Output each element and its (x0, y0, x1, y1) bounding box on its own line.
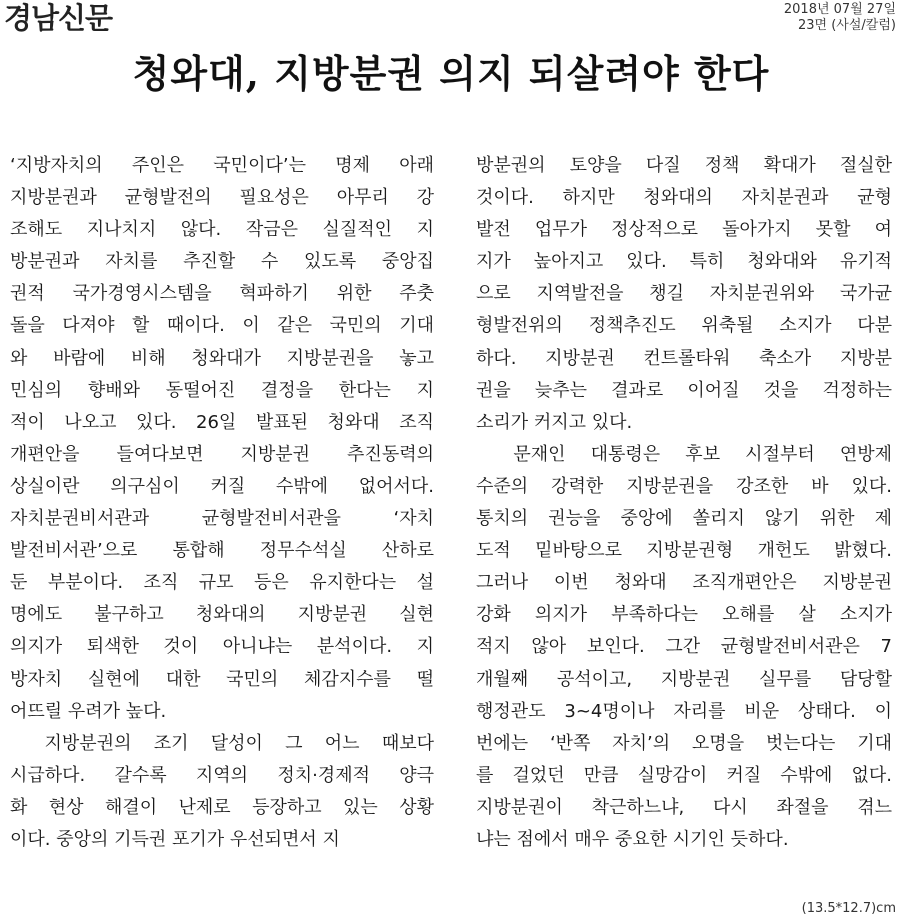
article-text-line: 냐는 점에서 매우 중요한 시기인 듯하다. (476, 828, 789, 850)
article-text-line: 하다. 지방분권 컨트롤타워 축소가 지방분 (476, 347, 892, 369)
article-text-line: 것이다. 하지만 청와대의 자치분권과 균형 (476, 187, 892, 209)
article-text-line: 화 현상 해결이 난제로 등장하고 있는 상황 (10, 796, 434, 818)
article-text-line: 둔 부분이다. 조직 규모 등은 유지한다는 설 (10, 572, 434, 594)
article-text-line: 지방분권의 조기 달성이 그 어느 때보다 (10, 732, 434, 754)
article-text-line: 방분권과 자치를 추진할 수 있도록 중앙집 (10, 251, 434, 273)
article-text-line: 지방분권과 균형발전의 필요성은 아무리 강 (10, 187, 434, 209)
article-text-line: 문재인 대통령은 후보 시절부터 연방제 (476, 443, 892, 465)
article-text-line: 번에는 ‘반쪽 자치’의 오명을 벗는다는 기대 (476, 732, 892, 754)
article-text-line: 의지가 퇴색한 것이 아니냐는 분석이다. 지 (10, 636, 434, 658)
article-text-line: 발전비서관’으로 통합해 정무수석실 산하로 (10, 540, 434, 562)
article-text-line: 권을 늦추는 결과로 이어질 것을 걱정하는 (476, 379, 892, 401)
article-text-line: 강화 의지가 부족하다는 오해를 살 소지가 (476, 604, 892, 626)
article-size-note: (13.5*12.7)cm (801, 901, 896, 916)
article-text-line: 시급하다. 갈수록 지역의 정치·경제적 양극 (10, 764, 434, 786)
article-text-line: ‘지방자치의 주인은 국민이다’는 명제 아래 (10, 155, 434, 176)
article-text-line: 행정관도 3~4명이나 자리를 비운 상태다. 이 (476, 700, 892, 722)
newspaper-logo: 경남신문 (4, 1, 113, 35)
article-column-right (476, 150, 892, 856)
article-text-line: 지방분권이 착근하느냐, 다시 좌절을 겪느 (476, 796, 892, 818)
article-text-line: 돌을 다져야 할 때이다. 이 같은 국민의 기대 (10, 315, 434, 337)
article-text-line: 조해도 지나치지 않다. 작금은 실질적인 지 (10, 219, 434, 241)
article-text-line: 통치의 권능을 중앙에 쏠리지 않기 위한 제 (476, 508, 892, 530)
article-text-line: 으로 지역발전을 챙길 자치분권위와 국가균 (476, 283, 892, 305)
article-text-line: 발전 업무가 정상적으로 돌아가지 못할 여 (476, 219, 892, 241)
article-column-left (10, 150, 434, 856)
article-text-line: 민심의 향배와 동떨어진 결정을 한다는 지 (10, 379, 434, 401)
article-text-line: 를 걸었던 만큼 실망감이 커질 수밖에 없다. (476, 764, 892, 786)
article-text-line: 개월째 공석이고, 지방분권 실무를 담당할 (476, 668, 892, 690)
article-text-line: 수준의 강력한 지방분권을 강조한 바 있다. (476, 475, 892, 497)
article-text-line: 상실이란 의구심이 커질 수밖에 없어서다. (10, 475, 434, 497)
article-text-line: 도적 밑바탕으로 지방분권형 개헌도 밝혔다. (476, 540, 892, 562)
article-text-line: 명에도 불구하고 청와대의 지방분권 실현 (10, 604, 434, 626)
article-text-line: 개편안을 들여다보면 지방분권 추진동력의 (10, 443, 434, 465)
article-headline: 청와대, 지방분권 의지 되살려야 한다 (132, 51, 770, 96)
article-text-line: 소리가 커지고 있다. (476, 411, 633, 433)
article-text-line: 적이 나오고 있다. 26일 발표된 청와대 조직 (10, 411, 434, 433)
article-text-line: 방분권의 토양을 다질 정책 확대가 절실한 (476, 155, 892, 176)
article-text-line: 권적 국가경영시스템을 혁파하기 위한 주춧 (10, 283, 434, 305)
article-text-line: 이다. 중앙의 기득권 포기가 우선되면서 지 (10, 828, 340, 850)
article-text-line: 자치분권비서관과 균형발전비서관을 ‘자치 (10, 508, 434, 530)
publication-date: 2018년 07월 27일 (783, 2, 896, 17)
article-text-line: 형발전위의 정책추진도 위축될 소지가 다분 (476, 315, 892, 337)
publication-meta (784, 2, 896, 34)
article-text-line: 방자치 실현에 대한 국민의 체감지수를 떨 (10, 668, 434, 690)
page-section: 23면 (사설/칼럼) (798, 18, 896, 33)
article-text-line: 와 바람에 비해 청와대가 지방분권을 놓고 (10, 347, 434, 369)
article-text-line: 지가 높아지고 있다. 특히 청와대와 유기적 (476, 251, 892, 273)
article-text-line: 그러나 이번 청와대 조직개편안은 지방분권 (476, 572, 892, 594)
article-text-line: 적지 않아 보인다. 그간 균형발전비서관은 7 (476, 636, 892, 658)
article-text-line: 어뜨릴 우려가 높다. (10, 700, 167, 722)
